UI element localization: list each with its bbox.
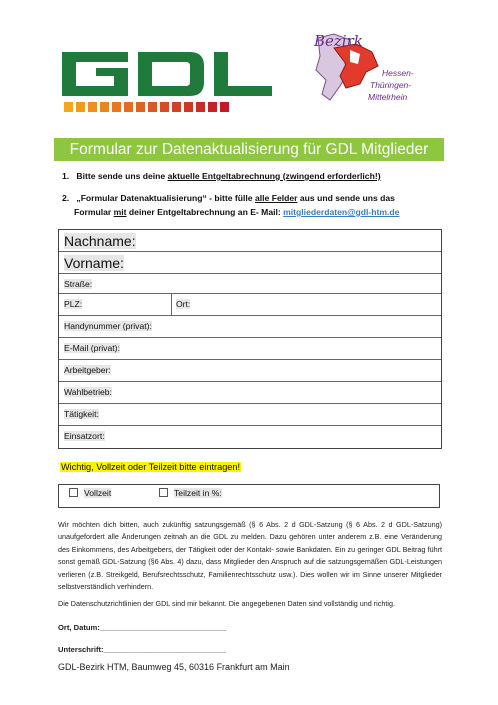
instruction-2: 2. „Formular Datenaktualisierung“ - bitte fülle alle Felder aus und sende uns das [62,193,395,203]
privacy-paragraph: Die Datenschutzrichtlinien der GDL sind mir bekannt. Die angegebenen Daten sind vollständig und richtig. [58,599,395,608]
page-title: Formular zur Datenaktualisierung für GDL Mitglieder [54,138,444,161]
region-logo [300,28,450,113]
field-wahlbetrieb[interactable]: Wahlbetrieb: [59,382,441,404]
field-nachname[interactable]: Nachname: [59,230,441,252]
employment-options [58,484,440,508]
field-ort[interactable]: Ort: [171,294,190,315]
field-taetigkeit[interactable]: Tätigkeit: [59,404,441,426]
teilzeit-checkbox[interactable] [159,488,168,497]
field-plz-ort[interactable] [59,294,441,316]
region-line3: Mittelrhein [368,92,408,102]
form-table [58,229,442,449]
vollzeit-checkbox[interactable] [69,488,78,497]
instruction-1: 1. Bitte sende uns deine aktuelle Entgeltabrechnung (zwingend erforderlich!) [62,171,381,181]
instruction-2-line2: Formular mit deiner Entgeltabrechnung an E- Mail: mitgliederdaten@gdl-htm.de [74,207,400,217]
option-vollzeit[interactable]: Vollzeit [69,488,111,498]
field-plz: PLZ: [64,299,83,309]
field-einsatzort[interactable]: Einsatzort: [64,431,105,441]
field-email[interactable]: E-Mail (privat): [59,338,441,360]
field-arbeitgeber[interactable]: Arbeitgeber: [59,360,441,382]
field-handy[interactable]: Handynummer (privat): [59,316,441,338]
place-date-line[interactable]: Ort, Datum:______________________________ [58,623,227,632]
field-strasse[interactable]: Straße: [59,274,441,294]
footer-address: GDL-Bezirk HTM, Baumweg 45, 60316 Frankfurt am Main [58,662,290,672]
region-line1: Hessen- [382,68,414,78]
region-bezirk-text: Bezirk [314,32,363,50]
field-vorname[interactable]: Vorname: [59,252,441,274]
signature-line[interactable]: Unterschrift:_____________________________ [58,645,227,654]
gdl-logo [58,46,278,118]
option-teilzeit[interactable]: Teilzeit in %: [159,488,222,498]
email-link[interactable]: mitgliederdaten@gdl-htm.de [283,207,400,217]
info-paragraph: Wir möchten dich bitten, auch zukünftig satzungsgemäß (§ 6 Abs. 2 d GDL-Satzung (§ 6 Abs. 2 d GDL-Satzung) unaufgefordert alle Änderungen zeitnah an die GDL zu melden. Dazu gehören unter anderem z.B. eine Veränderung des Einkommens, des Arbeitgebers, der Tätigkeit oder der Kontakt- sowie Bankdaten. Ein zu geringer GDL Beitrag führt sonst gemäß GDL-Satzung (§6 Abs. 4) dazu, dass Mitglieder den Anspruch auf die satzungsgemäßen GDL-Leistungen verlieren (z.B. Streikgeld, Berufsrechtsschutz, Familienrechtsschutz usw.). Dies wollen wir im Sinne unserer Mitglieder selbstverständlich verhindern. [58,520,442,592]
region-line2: Thüringen- [370,80,412,90]
employment-warning: Wichtig, Vollzeit oder Teilzeit bitte eintragen! [61,462,241,472]
